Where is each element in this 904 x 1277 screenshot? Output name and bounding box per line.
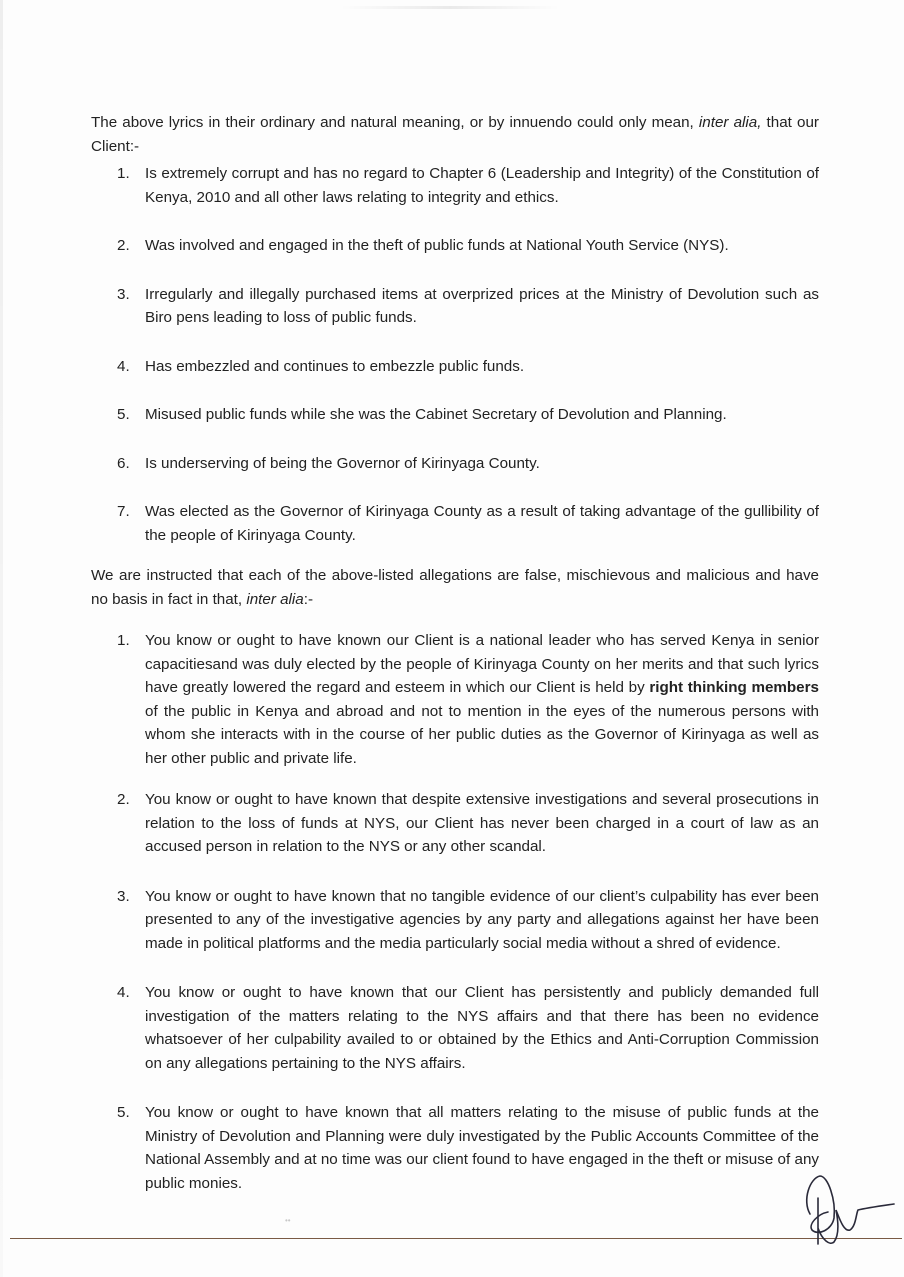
rebuttal-text: You know or ought to have known our Client is a national leader who has served Kenya in senior capacitiesand was duly elected by the people of Kirinyaga County on her merits and that such lyrics have greatly lowered the regard and esteem in which our Client is held by right thinking members of the public in Kenya and abroad and not to mention in the eyes of the numerous persons with whom she interacts with in the course of her public duties as the Governor of Kirinyaga as well as her other public and private life. bbox=[145, 632, 819, 767]
list-number: 4. bbox=[117, 984, 130, 1001]
rebuttal-item bbox=[91, 981, 819, 1075]
list-number: 1. bbox=[117, 165, 130, 182]
scan-artifact-top bbox=[340, 6, 560, 9]
intro-paragraph: The above lyrics in their ordinary and natural meaning, or by innuendo could only mean, inter alia, that our Client:- bbox=[91, 114, 819, 155]
list-number: 1. bbox=[117, 632, 130, 649]
allegation-item bbox=[91, 403, 819, 427]
allegations-list bbox=[91, 162, 819, 547]
list-number: 3. bbox=[117, 887, 130, 905]
list-number: 5. bbox=[117, 1104, 130, 1121]
list-number: 5. bbox=[117, 406, 130, 423]
allegation-text: Is extremely corrupt and has no regard to Chapter 6 (Leadership and Integrity) of the Constitution of Kenya, 2010 and all other laws relating to integrity and ethics. bbox=[145, 165, 819, 206]
allegation-item bbox=[91, 500, 819, 547]
rebuttal-item bbox=[91, 629, 819, 770]
allegation-item bbox=[91, 162, 819, 209]
rebuttal-item bbox=[91, 788, 819, 859]
rebuttal-item bbox=[91, 885, 819, 956]
rebuttal-intro-paragraph: We are instructed that each of the above-listed allegations are false, mischievous and malicious and have no basis in fact in that, inter alia:- bbox=[91, 567, 819, 608]
rebuttal-text: You know or ought to have known that all matters relating to the misuse of public funds at the Ministry of Devolution and Planning were duly investigated by the Public Accounts Committee of the National Assembly and at no time was our client found to have engaged in the theft or misuse of any public monies. bbox=[145, 1104, 819, 1192]
rebuttal-text: You know or ought to have known that no tangible evidence of our client’s culpability has ever been presented to any of the investigative agencies by any party and allegations against her have been made in political platforms and the media particularly social media without a shred of evidence. bbox=[145, 887, 819, 952]
list-number: 2. bbox=[117, 237, 130, 254]
letter-body bbox=[91, 111, 819, 1195]
signature-initials bbox=[796, 1170, 896, 1254]
signature-stroke bbox=[807, 1176, 835, 1232]
list-number: 4. bbox=[117, 357, 130, 375]
allegation-text: Has embezzled and continues to embezzle public funds. bbox=[145, 357, 525, 375]
list-number: 6. bbox=[117, 454, 130, 472]
rebuttal-text: You know or ought to have known that our Client has persistently and publicly demanded full investigation of the matters relating to the NYS affairs and that there has been no evidence whatsoever of her culpability availed to or obtained by the Ethics and Anti-Corruption Commission on any allegations pertaining to the NYS affairs. bbox=[145, 984, 819, 1072]
rebuttals-list bbox=[91, 629, 819, 1195]
allegation-text: Was involved and engaged in the theft of public funds at National Youth Service (NYS). bbox=[145, 237, 729, 254]
signature-stroke-2 bbox=[818, 1198, 894, 1244]
allegation-item bbox=[91, 452, 819, 476]
allegation-item bbox=[91, 283, 819, 330]
rebuttal-item bbox=[91, 1101, 819, 1195]
allegation-text: Irregularly and illegally purchased items at overprized prices at the Ministry of Devolution such as Biro pens leading to loss of public funds. bbox=[145, 285, 819, 326]
scan-smudge: •• bbox=[285, 1216, 291, 1225]
rebuttal-text: You know or ought to have known that despite extensive investigations and several prosecutions in relation to the loss of funds at NYS, our Client has never been charged in a court of law as an accused person in relation to the NYS or any other scandal. bbox=[145, 791, 819, 855]
list-number: 3. bbox=[117, 285, 130, 303]
footer-rule bbox=[10, 1238, 902, 1239]
allegation-item bbox=[91, 355, 819, 379]
allegation-text: Was elected as the Governor of Kirinyaga County as a result of taking advantage of the gullibility of the people of Kirinyaga County. bbox=[145, 503, 819, 544]
scan-artifact-left bbox=[0, 0, 3, 1277]
allegation-text: Is underserving of being the Governor of Kirinyaga County. bbox=[145, 454, 540, 472]
list-number: 2. bbox=[117, 791, 130, 808]
list-number: 7. bbox=[117, 503, 130, 520]
allegation-item bbox=[91, 234, 819, 258]
allegation-text: Misused public funds while she was the Cabinet Secretary of Devolution and Planning. bbox=[145, 406, 727, 423]
